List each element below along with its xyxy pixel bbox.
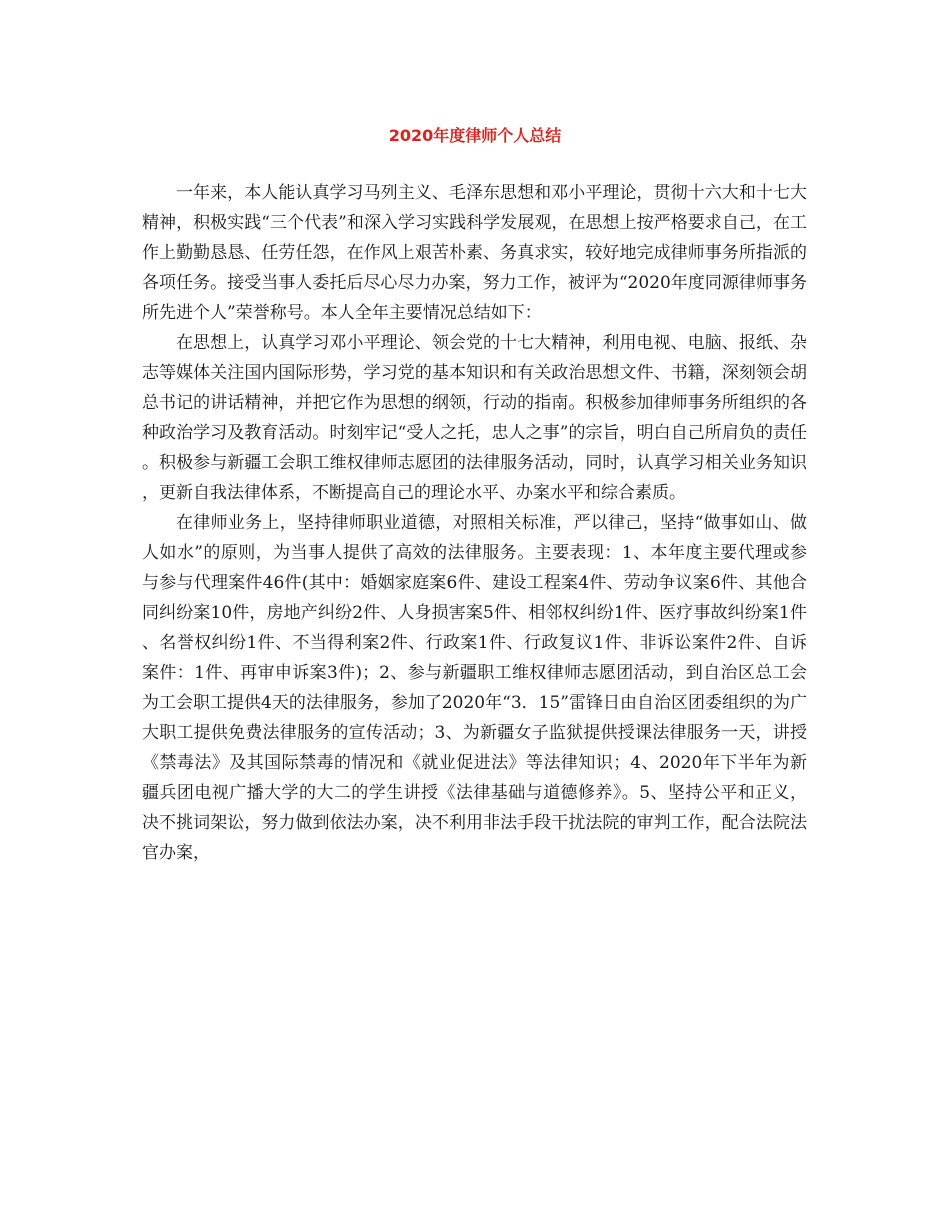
document-title: 2020年度律师个人总结 [388,126,562,145]
document-body [142,178,807,868]
paragraph-business: 在律师业务上，坚持律师职业道德，对照相关标准，严以律己，坚持“做事如山、做人如水”的原则，为当事人提供了高效的法律服务。主要表现：1、本年度主要代理或参与参与代理案件46件(其中：婚姻家庭案6件、建设工程案4件、劳动争议案6件、其他合同纠纷案10件，房地产纠纷2件、人身损害案5件、相邻权纠纷1件、医疗事故纠纷案1件、名誉权纠纷1件、不当得利案2件、行政案1件、行政复议1件、非诉讼案件2件、自诉案件：1件、再审申诉案3件)；2、参与新疆职工维权律师志愿团活动，到自治区总工会为工会职工提供4天的法律服务，参加了2020年“3．15”雷锋日由自治区团委组织的为广大职工提供免费法律服务的宣传活动；3、为新疆女子监狱提供授课法律服务一天，讲授《禁毒法》及其国际禁毒的情况和《就业促进法》等法律知识；4、2020年下半年为新疆兵团电视广播大学的大二的学生讲授《法律基础与道德修养》。5、坚持公平和正义，决不挑词架讼，努力做到依法办案，决不利用非法手段干扰法院的审判工作，配合法院法官办案， [142,513,807,863]
paragraph-ideology: 在思想上，认真学习邓小平理论、领会党的十七大精神，利用电视、电脑、报纸、杂志等媒体关注国内国际形势，学习党的基本知识和有关政治思想文件、书籍，深刻领会胡总书记的讲话精神，并把它作为思想的纲领，行动的指南。积极参加律师事务所组织的各种政治学习及教育活动。时刻牢记“受人之托，忠人之事”的宗旨，明白自己所肩负的责任。积极参与新疆工会职工维权律师志愿团的法律服务活动，同时，认真学习相关业务知识，更新自我法律体系，不断提高自己的理论水平、办案水平和综合素质。 [142,333,807,503]
paragraph-intro: 一年来，本人能认真学习马列主义、毛泽东思想和邓小平理论，贯彻十六大和十七大精神，积极实践“三个代表”和深入学习实践科学发展观，在思想上按严格要求自己，在工作上勤勤恳恳、任劳任怨，在作风上艰苦朴素、务真求实，较好地完成律师事务所指派的各项任务。接受当事人委托后尽心尽力办案，努力工作，被评为“2020年度同源律师事务所先进个人”荣誉称号。本人全年主要情况总结如下： [142,183,807,323]
